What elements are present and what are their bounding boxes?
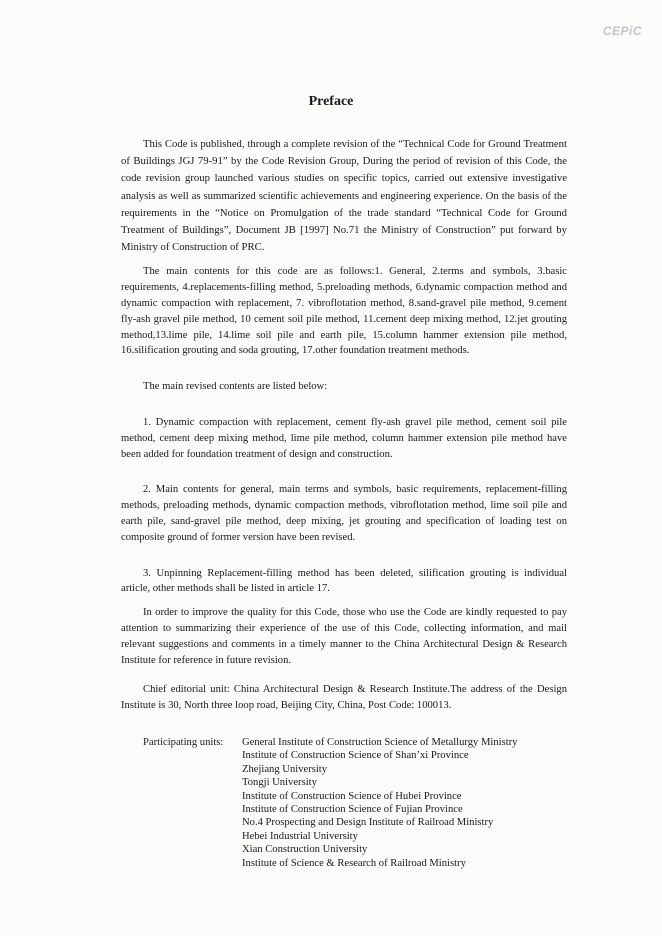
participating-units-label: Participating units: bbox=[143, 736, 224, 748]
unit-item: Institute of Construction Science of Fujian Province bbox=[242, 803, 463, 815]
main-contents-paragraph: The main contents for this code are as follows:1. General, 2.terms and symbols, 3.basic requirements, 4.replacements-filling method, 5.preloading methods, 6.dynamic compaction method and dynamic compaction with replacement, 7. vibroflotation method, 8.sand-gravel pile method, 9.cement fly-ash gravel pile method, 10 cement soil pile method, 11.cement deep mixing method, 12.jet grouting method,13.lime pile, 14.lime soil pile and earth pile, 15.column hammer extension pile method, 16.silification grouting and soda grouting, 17.other foundation treatment methods. bbox=[121, 266, 567, 357]
unit-item: Xian Construction University bbox=[242, 844, 368, 856]
revision-item-2: 2. Main contents for general, main terms and symbols, basic requirements, replacement-filling methods, preloading methods, dynamic compaction methods, vibroflotation method, lime soil pile and earth pile, sand-gravel pile method, deep mixing, jet grouting and specification of loading test on composite ground of former version have been revised. bbox=[121, 484, 567, 543]
intro-paragraph: This Code is published, through a complete revision of the “Technical Code for Ground Treatment of Buildings JGJ 79-91” by the Code Revision Group, During the period of revision of this Code, the code revision group launched various studies on specific topics, carried out extensive investigative analysis as well as summarized scientific achievements and engineering experience. On the basis of the requirements in the “Notice on Promulgation of the trade standard “Technical Code for Ground Treatment of Buildings”, Document JB [1997] No.71 the Ministry of Construction” put forward by Ministry of Construction of PRC. bbox=[121, 138, 567, 254]
participating-units bbox=[121, 736, 567, 870]
document-body bbox=[121, 136, 567, 870]
participating-units-list bbox=[242, 736, 567, 870]
feedback-paragraph: In order to improve the quality for this Code, those who use the Code are kindly requested to pay attention to summarizing their experience of the use of this Code, collecting information, and mail relevant suggestions and comments in a timely manner to the China Architectural Design & Research Institute for reference in future revision. bbox=[121, 607, 567, 666]
chief-editorial-unit: Chief editorial unit: China Architectural Design & Research Institute.The address of the Design Institute is 30, North three loop road, Beijing City, China, Post Code: 100013. bbox=[121, 684, 567, 712]
cepic-watermark: CEPiC bbox=[602, 24, 642, 38]
unit-item: Institute of Science & Research of Railroad Ministry bbox=[242, 857, 466, 869]
unit-item: Zhejiang University bbox=[242, 763, 328, 775]
revision-item-1: 1. Dynamic compaction with replacement, cement fly-ash gravel pile method, cement soil pile method, cement deep mixing method, lime pile method, column hammer extension pile method have been added for foundation treatment of design and construction. bbox=[121, 417, 567, 460]
unit-item: Tongji University bbox=[242, 777, 317, 789]
unit-item: No.4 Prospecting and Design Institute of Railroad Ministry bbox=[242, 817, 494, 829]
unit-item: General Institute of Construction Science of Metallurgy Ministry bbox=[242, 736, 518, 748]
revision-item-3: 3. Unpinning Replacement-filling method has been deleted, silification grouting is individual article, other methods shall be listed in article 17. bbox=[121, 567, 567, 595]
page-title: Preface bbox=[308, 94, 354, 109]
unit-item: Institute of Construction Science of Hubei Province bbox=[242, 790, 462, 802]
revised-contents-heading: The main revised contents are listed below: bbox=[143, 381, 328, 393]
unit-item: Institute of Construction Science of Shan’xi Province bbox=[242, 750, 469, 762]
unit-item: Hebei Industrial University bbox=[242, 830, 358, 842]
